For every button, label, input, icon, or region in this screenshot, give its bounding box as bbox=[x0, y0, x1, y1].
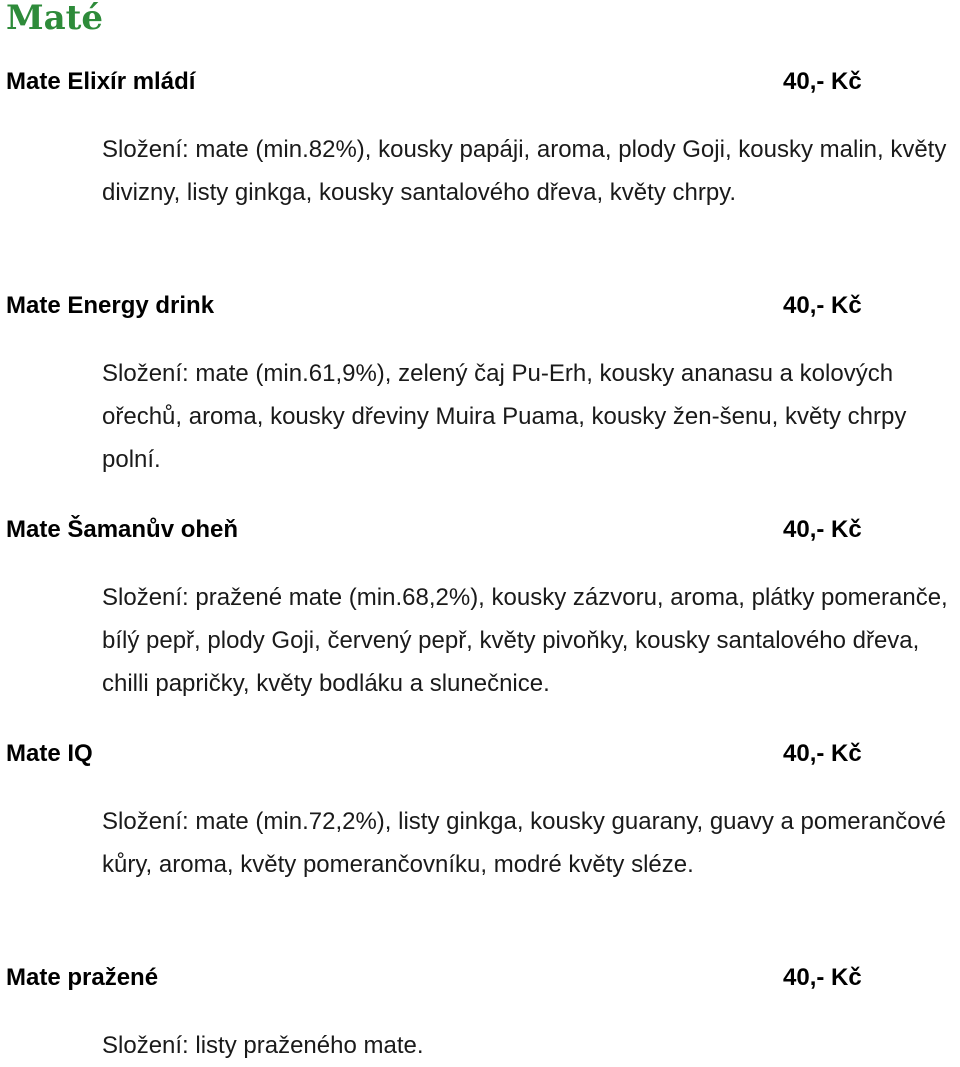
item-price: 40,- Kč bbox=[783, 68, 862, 95]
item-name: Mate Elixír mládí bbox=[6, 68, 196, 95]
item-description: Složení: mate (min.82%), kousky papáji, aroma, plody Goji, kousky malin, květy divizny, listy ginkga, kousky santalového dřeva, květy chrpy. bbox=[102, 136, 947, 206]
menu-item-elixir-mladi bbox=[0, 62, 960, 206]
item-name: Mate Energy drink bbox=[6, 292, 215, 319]
item-description: Složení: mate (min.72,2%), listy ginkga, kousky guarany, guavy a pomerančové kůry, aroma, květy pomerančovníku, modré květy sléze. bbox=[102, 808, 946, 878]
item-description: Složení: mate (min.61,9%), zelený čaj Pu-Erh, kousky ananasu a kolových ořechů, aroma, kousky dřeviny Muira Puama, kousky žen-šenu, květy chrpy polní. bbox=[102, 360, 907, 473]
item-description: Složení: listy praženého mate. bbox=[102, 1032, 424, 1059]
menu-item-energy-drink bbox=[0, 286, 960, 473]
item-name: Mate pražené bbox=[6, 964, 159, 991]
menu-item-iq bbox=[0, 734, 960, 878]
item-header bbox=[0, 734, 960, 774]
item-header bbox=[0, 958, 960, 998]
item-header bbox=[0, 286, 960, 326]
item-price: 40,- Kč bbox=[783, 964, 862, 991]
item-name: Mate Šamanův oheň bbox=[6, 516, 239, 543]
item-price: 40,- Kč bbox=[783, 292, 862, 319]
menu-item-prazene bbox=[0, 958, 960, 1059]
item-price: 40,- Kč bbox=[783, 740, 862, 767]
item-header bbox=[0, 510, 960, 550]
item-price: 40,- Kč bbox=[783, 516, 862, 543]
page-title: Maté bbox=[6, 0, 104, 38]
item-name: Mate IQ bbox=[6, 740, 93, 767]
item-description: Složení: pražené mate (min.68,2%), kousky zázvoru, aroma, plátky pomeranče, bílý pepř, plody Goji, červený pepř, květy pivoňky, kousky santalového dřeva, chilli papričky, květy bodláku a slunečnice. bbox=[102, 584, 948, 697]
menu-item-samanuv-ohen bbox=[0, 510, 960, 697]
item-header bbox=[0, 62, 960, 102]
